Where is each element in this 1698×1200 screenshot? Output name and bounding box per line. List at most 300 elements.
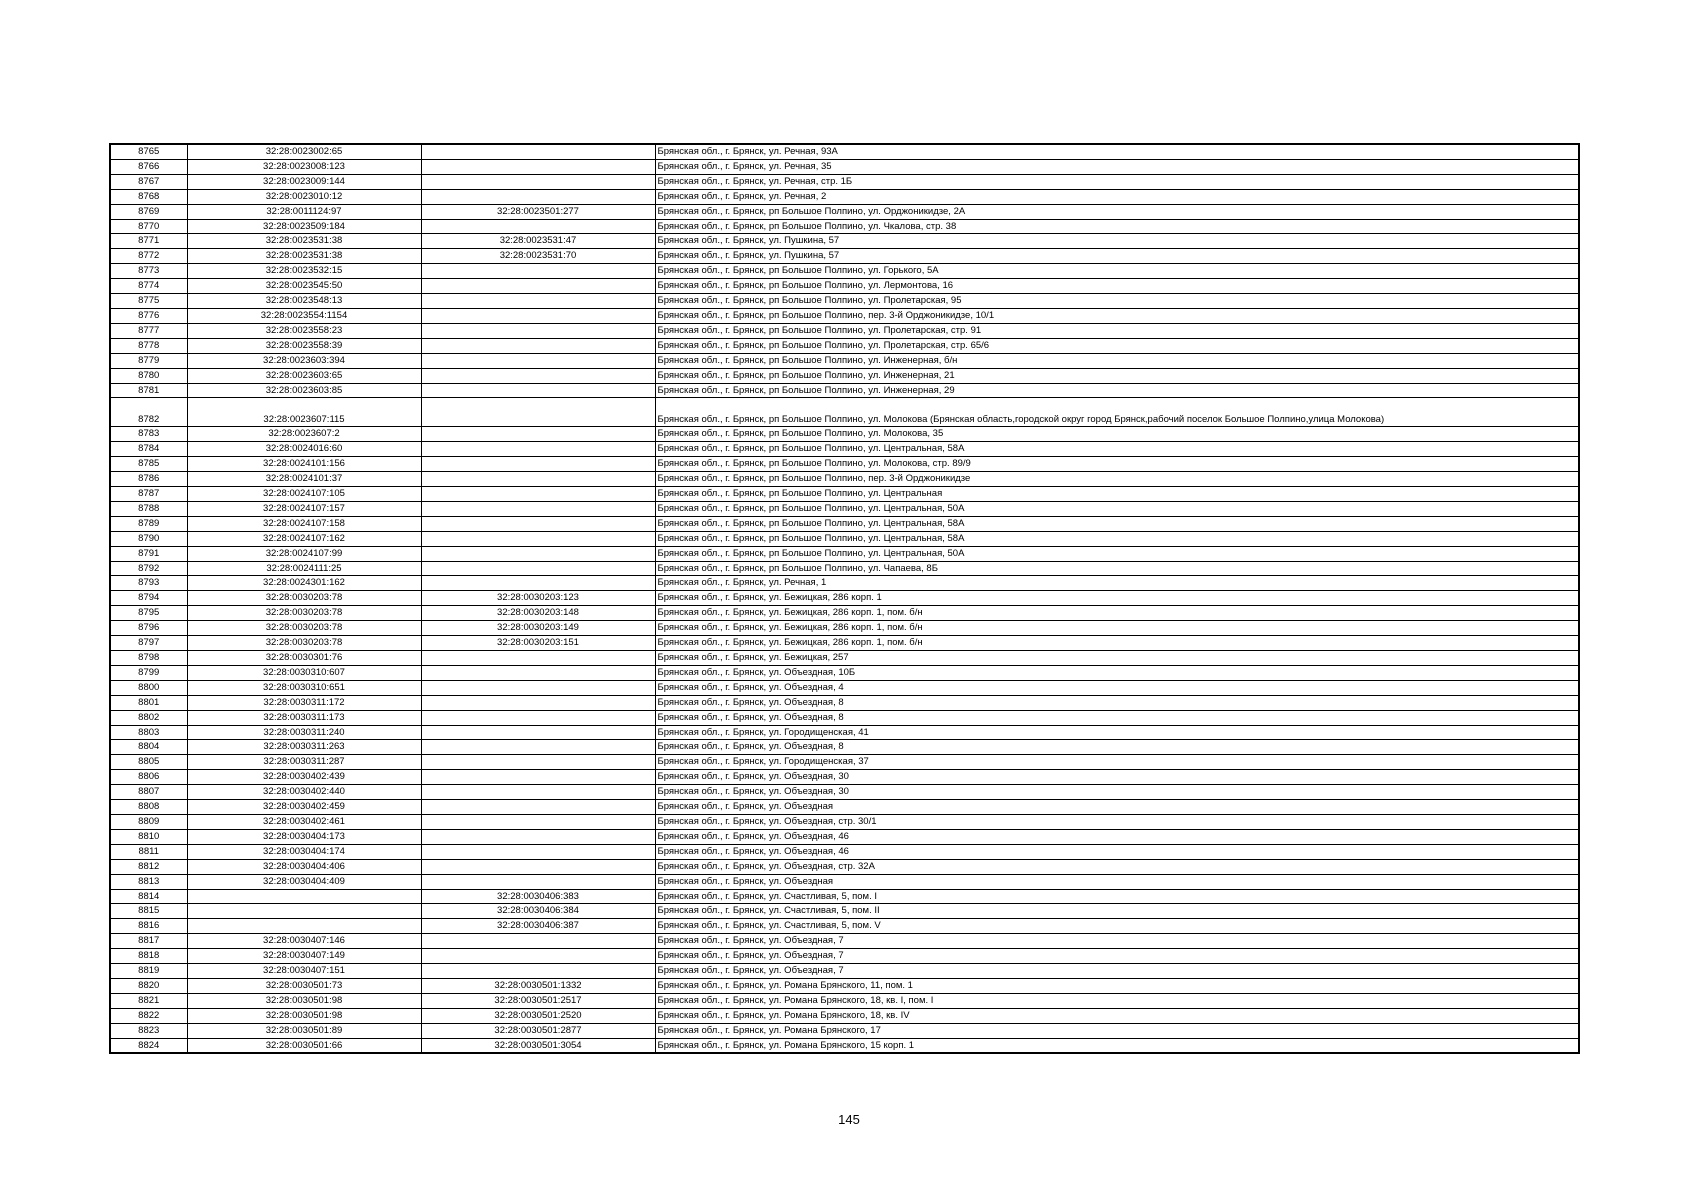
table-row (110, 144, 1579, 159)
cadastral-number-cell: 32:28:0023509:184 (187, 219, 421, 234)
cadastral-number-cell: 32:28:0030311:172 (187, 695, 421, 710)
table-row (110, 651, 1579, 666)
cadastral-number-cell: 32:28:0023607:2 (187, 427, 421, 442)
related-cadastral-number-cell: 32:28:0030406:383 (421, 889, 655, 904)
address-cell: Брянская обл., г. Брянск, ул. Романа Брянского, 18, кв. I, пом. I (655, 993, 1579, 1008)
related-cadastral-number-cell (421, 308, 655, 323)
table-row (110, 1008, 1579, 1023)
row-number-cell: 8772 (110, 249, 187, 264)
address-cell: Брянская обл., г. Брянск, ул. Речная, 35 (655, 159, 1579, 174)
related-cadastral-number-cell (421, 964, 655, 979)
address-cell: Брянская обл., г. Брянск, ул. Объездная, 7 (655, 964, 1579, 979)
address-cell: Брянская обл., г. Брянск, ул. Романа Брянского, 11, пом. 1 (655, 978, 1579, 993)
related-cadastral-number-cell (421, 844, 655, 859)
cadastral-number-cell: 32:28:0030404:173 (187, 829, 421, 844)
related-cadastral-number-cell (421, 665, 655, 680)
row-number-cell: 8788 (110, 501, 187, 516)
related-cadastral-number-cell (421, 442, 655, 457)
related-cadastral-number-cell: 32:28:0030203:148 (421, 606, 655, 621)
row-number-cell: 8824 (110, 1038, 187, 1053)
row-number-cell: 8819 (110, 964, 187, 979)
cadastral-number-cell: 32:28:0024101:37 (187, 472, 421, 487)
cadastral-number-cell: 32:28:0023531:38 (187, 234, 421, 249)
address-cell: Брянская обл., г. Брянск, рп Большое Полпино, ул. Чапаева, 8Б (655, 561, 1579, 576)
cadastral-number-cell: 32:28:0023558:39 (187, 338, 421, 353)
row-number-cell: 8802 (110, 710, 187, 725)
row-number-cell: 8811 (110, 844, 187, 859)
table-row (110, 755, 1579, 770)
related-cadastral-number-cell (421, 814, 655, 829)
address-cell: Брянская обл., г. Брянск, рп Большое Полпино, ул. Центральная, 58А (655, 442, 1579, 457)
address-cell: Брянская обл., г. Брянск, ул. Объездная, 7 (655, 949, 1579, 964)
table-row (110, 472, 1579, 487)
cadastral-number-cell: 32:28:0030310:651 (187, 680, 421, 695)
address-cell: Брянская обл., г. Брянск, ул. Городищенская, 41 (655, 725, 1579, 740)
address-cell: Брянская обл., г. Брянск, рп Большое Полпино, ул. Инженерная, 29 (655, 383, 1579, 398)
address-cell: Брянская обл., г. Брянск, ул. Речная, стр. 1Б (655, 174, 1579, 189)
address-cell: Брянская обл., г. Брянск, ул. Объездная, 8 (655, 695, 1579, 710)
cadastral-number-cell: 32:28:0030311:173 (187, 710, 421, 725)
table-row (110, 665, 1579, 680)
address-cell: Брянская обл., г. Брянск, ул. Речная, 1 (655, 576, 1579, 591)
address-cell: Брянская обл., г. Брянск, рп Большое Полпино, пер. 3-й Орджоникидзе (655, 472, 1579, 487)
table-row (110, 904, 1579, 919)
table-row (110, 740, 1579, 755)
table-row (110, 576, 1579, 591)
table-row (110, 829, 1579, 844)
address-cell: Брянская обл., г. Брянск, ул. Речная, 93А (655, 144, 1579, 159)
cadastral-number-cell: 32:28:0030402:461 (187, 814, 421, 829)
cadastral-number-cell: 32:28:0023607:115 (187, 398, 421, 427)
related-cadastral-number-cell (421, 189, 655, 204)
address-cell: Брянская обл., г. Брянск, ул. Бежицкая, 286 корп. 1, пом. б/н (655, 606, 1579, 621)
row-number-cell: 8774 (110, 279, 187, 294)
row-number-cell: 8801 (110, 695, 187, 710)
row-number-cell: 8765 (110, 144, 187, 159)
row-number-cell: 8800 (110, 680, 187, 695)
row-number-cell: 8792 (110, 561, 187, 576)
address-cell: Брянская обл., г. Брянск, ул. Объездная, 8 (655, 740, 1579, 755)
table-row (110, 889, 1579, 904)
address-cell: Брянская обл., г. Брянск, рп Большое Полпино, ул. Центральная, 50А (655, 546, 1579, 561)
cadastral-number-cell: 32:28:0030501:89 (187, 1023, 421, 1038)
address-cell: Брянская обл., г. Брянск, ул. Объездная, стр. 30/1 (655, 814, 1579, 829)
row-number-cell: 8780 (110, 368, 187, 383)
address-cell: Брянская обл., г. Брянск, рп Большое Полпино, ул. Центральная, 58А (655, 516, 1579, 531)
cadastral-number-cell: 32:28:0023558:23 (187, 323, 421, 338)
row-number-cell: 8768 (110, 189, 187, 204)
related-cadastral-number-cell (421, 859, 655, 874)
address-cell: Брянская обл., г. Брянск, ул. Романа Брянского, 17 (655, 1023, 1579, 1038)
table-row (110, 338, 1579, 353)
table-row (110, 487, 1579, 502)
table-row (110, 785, 1579, 800)
row-number-cell: 8773 (110, 264, 187, 279)
table-row (110, 323, 1579, 338)
table-row (110, 844, 1579, 859)
cadastral-number-cell: 32:28:0030404:406 (187, 859, 421, 874)
row-number-cell: 8781 (110, 383, 187, 398)
row-number-cell: 8815 (110, 904, 187, 919)
related-cadastral-number-cell (421, 531, 655, 546)
related-cadastral-number-cell (421, 829, 655, 844)
address-cell: Брянская обл., г. Брянск, ул. Романа Брянского, 18, кв. IV (655, 1008, 1579, 1023)
cadastral-number-cell: 32:28:0030404:409 (187, 874, 421, 889)
address-cell: Брянская обл., г. Брянск, рп Большое Полпино, ул. Пролетарская, стр. 91 (655, 323, 1579, 338)
row-number-cell: 8797 (110, 636, 187, 651)
related-cadastral-number-cell (421, 383, 655, 398)
table-row (110, 516, 1579, 531)
related-cadastral-number-cell (421, 174, 655, 189)
cadastral-number-cell: 32:28:0024107:158 (187, 516, 421, 531)
cadastral-number-cell: 32:28:0030404:174 (187, 844, 421, 859)
row-number-cell: 8817 (110, 934, 187, 949)
address-cell: Брянская обл., г. Брянск, рп Большое Полпино, ул. Центральная (655, 487, 1579, 502)
address-cell: Брянская обл., г. Брянск, ул. Бежицкая, 257 (655, 651, 1579, 666)
cadastral-number-cell: 32:28:0030203:78 (187, 636, 421, 651)
cadastral-number-cell: 32:28:0030301:76 (187, 651, 421, 666)
cadastral-number-cell: 32:28:0024107:105 (187, 487, 421, 502)
related-cadastral-number-cell (421, 770, 655, 785)
row-number-cell: 8787 (110, 487, 187, 502)
row-number-cell: 8806 (110, 770, 187, 785)
row-number-cell: 8794 (110, 591, 187, 606)
cadastral-number-cell: 32:28:0030311:240 (187, 725, 421, 740)
row-number-cell: 8770 (110, 219, 187, 234)
cadastral-number-cell: 32:28:0024107:99 (187, 546, 421, 561)
table-row (110, 770, 1579, 785)
table-row (110, 249, 1579, 264)
row-number-cell: 8805 (110, 755, 187, 770)
related-cadastral-number-cell (421, 472, 655, 487)
related-cadastral-number-cell (421, 740, 655, 755)
related-cadastral-number-cell: 32:28:0030203:123 (421, 591, 655, 606)
table-row (110, 279, 1579, 294)
related-cadastral-number-cell (421, 800, 655, 815)
cadastral-number-cell: 32:28:0023002:65 (187, 144, 421, 159)
table-row (110, 531, 1579, 546)
related-cadastral-number-cell (421, 755, 655, 770)
row-number-cell: 8786 (110, 472, 187, 487)
cadastral-number-cell: 32:28:0030203:78 (187, 591, 421, 606)
related-cadastral-number-cell (421, 561, 655, 576)
related-cadastral-number-cell (421, 576, 655, 591)
row-number-cell: 8810 (110, 829, 187, 844)
table-row (110, 546, 1579, 561)
row-number-cell: 8771 (110, 234, 187, 249)
table-row (110, 234, 1579, 249)
row-number-cell: 8813 (110, 874, 187, 889)
table-row (110, 800, 1579, 815)
cadastral-number-cell: 32:28:0024111:25 (187, 561, 421, 576)
address-cell: Брянская обл., г. Брянск, ул. Объездная (655, 874, 1579, 889)
address-cell: Брянская обл., г. Брянск, ул. Пушкина, 57 (655, 234, 1579, 249)
related-cadastral-number-cell (421, 398, 655, 427)
table-row (110, 1038, 1579, 1053)
table-row (110, 1023, 1579, 1038)
address-cell: Брянская обл., г. Брянск, ул. Бежицкая, 286 корп. 1, пом. б/н (655, 621, 1579, 636)
address-cell: Брянская обл., г. Брянск, ул. Объездная (655, 800, 1579, 815)
related-cadastral-number-cell (421, 219, 655, 234)
cadastral-number-cell: 32:28:0030501:98 (187, 1008, 421, 1023)
address-cell: Брянская обл., г. Брянск, ул. Объездная, 10Б (655, 665, 1579, 680)
cadastral-number-cell (187, 919, 421, 934)
related-cadastral-number-cell: 32:28:0023531:70 (421, 249, 655, 264)
table-row (110, 949, 1579, 964)
related-cadastral-number-cell (421, 546, 655, 561)
cadastral-number-cell: 32:28:0023603:85 (187, 383, 421, 398)
address-cell: Брянская обл., г. Брянск, ул. Объездная, стр. 32А (655, 859, 1579, 874)
table-row (110, 353, 1579, 368)
address-cell: Брянская обл., г. Брянск, рп Большое Полпино, ул. Орджоникидзе, 2А (655, 204, 1579, 219)
table-row (110, 993, 1579, 1008)
row-number-cell: 8809 (110, 814, 187, 829)
row-number-cell: 8795 (110, 606, 187, 621)
row-number-cell: 8798 (110, 651, 187, 666)
cadastral-number-cell: 32:28:0024107:162 (187, 531, 421, 546)
related-cadastral-number-cell (421, 874, 655, 889)
related-cadastral-number-cell (421, 487, 655, 502)
row-number-cell: 8814 (110, 889, 187, 904)
cadastral-number-cell: 32:28:0030501:98 (187, 993, 421, 1008)
address-cell: Брянская обл., г. Брянск, ул. Счастливая, 5, пом. II (655, 904, 1579, 919)
related-cadastral-number-cell (421, 323, 655, 338)
related-cadastral-number-cell: 32:28:0023501:277 (421, 204, 655, 219)
row-number-cell: 8823 (110, 1023, 187, 1038)
cadastral-number-cell: 32:28:0023009:144 (187, 174, 421, 189)
table-row (110, 398, 1579, 427)
table-row (110, 308, 1579, 323)
cadastral-number-cell: 32:28:0023545:50 (187, 279, 421, 294)
row-number-cell: 8812 (110, 859, 187, 874)
related-cadastral-number-cell (421, 338, 655, 353)
related-cadastral-number-cell (421, 294, 655, 309)
address-cell: Брянская обл., г. Брянск, рп Большое Полпино, ул. Инженерная, 21 (655, 368, 1579, 383)
row-number-cell: 8790 (110, 531, 187, 546)
related-cadastral-number-cell: 32:28:0030203:151 (421, 636, 655, 651)
address-cell: Брянская обл., г. Брянск, ул. Пушкина, 57 (655, 249, 1579, 264)
registry-table (109, 143, 1580, 1054)
cadastral-number-cell: 32:28:0024107:157 (187, 501, 421, 516)
row-number-cell: 8775 (110, 294, 187, 309)
related-cadastral-number-cell: 32:28:0030501:2520 (421, 1008, 655, 1023)
related-cadastral-number-cell (421, 457, 655, 472)
cadastral-number-cell: 32:28:0023010:12 (187, 189, 421, 204)
address-cell: Брянская обл., г. Брянск, ул. Городищенская, 37 (655, 755, 1579, 770)
table-row (110, 561, 1579, 576)
related-cadastral-number-cell (421, 949, 655, 964)
table-row (110, 621, 1579, 636)
table-row (110, 159, 1579, 174)
related-cadastral-number-cell (421, 710, 655, 725)
table-row (110, 636, 1579, 651)
row-number-cell: 8783 (110, 427, 187, 442)
related-cadastral-number-cell (421, 144, 655, 159)
cadastral-number-cell: 32:28:0030501:66 (187, 1038, 421, 1053)
related-cadastral-number-cell: 32:28:0030203:149 (421, 621, 655, 636)
address-cell: Брянская обл., г. Брянск, ул. Объездная, 30 (655, 770, 1579, 785)
address-cell: Брянская обл., г. Брянск, рп Большое Полпино, ул. Горького, 5А (655, 264, 1579, 279)
row-number-cell: 8821 (110, 993, 187, 1008)
row-number-cell: 8803 (110, 725, 187, 740)
related-cadastral-number-cell (421, 501, 655, 516)
table-row (110, 874, 1579, 889)
related-cadastral-number-cell: 32:28:0023531:47 (421, 234, 655, 249)
row-number-cell: 8822 (110, 1008, 187, 1023)
table-row (110, 457, 1579, 472)
table-row (110, 501, 1579, 516)
table-row (110, 859, 1579, 874)
address-cell: Брянская обл., г. Брянск, рп Большое Полпино, ул. Молокова, стр. 89/9 (655, 457, 1579, 472)
address-cell: Брянская обл., г. Брянск, ул. Объездная, 7 (655, 934, 1579, 949)
table-row (110, 710, 1579, 725)
address-cell: Брянская обл., г. Брянск, рп Большое Полпино, ул. Молокова, 35 (655, 427, 1579, 442)
related-cadastral-number-cell (421, 725, 655, 740)
related-cadastral-number-cell (421, 353, 655, 368)
row-number-cell: 8799 (110, 665, 187, 680)
related-cadastral-number-cell (421, 159, 655, 174)
related-cadastral-number-cell: 32:28:0030501:2517 (421, 993, 655, 1008)
cadastral-number-cell: 32:28:0023548:13 (187, 294, 421, 309)
table-row (110, 606, 1579, 621)
table-row (110, 427, 1579, 442)
table-row (110, 919, 1579, 934)
cadastral-number-cell: 32:28:0030407:146 (187, 934, 421, 949)
table-row (110, 725, 1579, 740)
table-row (110, 680, 1579, 695)
address-cell: Брянская обл., г. Брянск, ул. Романа Брянского, 15 корп. 1 (655, 1038, 1579, 1053)
cadastral-number-cell: 32:28:0030311:287 (187, 755, 421, 770)
address-cell: Брянская обл., г. Брянск, рп Большое Полпино, ул. Пролетарская, 95 (655, 294, 1579, 309)
row-number-cell: 8776 (110, 308, 187, 323)
address-cell: Брянская обл., г. Брянск, рп Большое Полпино, пер. 3-й Орджоникидзе, 10/1 (655, 308, 1579, 323)
related-cadastral-number-cell (421, 264, 655, 279)
related-cadastral-number-cell (421, 680, 655, 695)
address-cell: Брянская обл., г. Брянск, рп Большое Полпино, ул. Чкалова, стр. 38 (655, 219, 1579, 234)
registry-table-body (110, 144, 1579, 1053)
address-cell: Брянская обл., г. Брянск, ул. Объездная, 46 (655, 829, 1579, 844)
row-number-cell: 8784 (110, 442, 187, 457)
related-cadastral-number-cell (421, 368, 655, 383)
related-cadastral-number-cell (421, 934, 655, 949)
row-number-cell: 8778 (110, 338, 187, 353)
related-cadastral-number-cell: 32:28:0030406:387 (421, 919, 655, 934)
address-cell: Брянская обл., г. Брянск, ул. Счастливая, 5, пом. V (655, 919, 1579, 934)
cadastral-number-cell: 32:28:0030203:78 (187, 621, 421, 636)
cadastral-number-cell: 32:28:0011124:97 (187, 204, 421, 219)
cadastral-number-cell (187, 889, 421, 904)
cadastral-number-cell: 32:28:0030407:151 (187, 964, 421, 979)
row-number-cell: 8779 (110, 353, 187, 368)
address-cell: Брянская обл., г. Брянск, ул. Объездная, 8 (655, 710, 1579, 725)
row-number-cell: 8767 (110, 174, 187, 189)
table-row (110, 383, 1579, 398)
row-number-cell: 8782 (110, 398, 187, 427)
related-cadastral-number-cell (421, 516, 655, 531)
cadastral-number-cell: 32:28:0030407:149 (187, 949, 421, 964)
related-cadastral-number-cell: 32:28:0030501:1332 (421, 978, 655, 993)
table-row (110, 964, 1579, 979)
cadastral-number-cell: 32:28:0030402:459 (187, 800, 421, 815)
row-number-cell: 8785 (110, 457, 187, 472)
row-number-cell: 8796 (110, 621, 187, 636)
row-number-cell: 8807 (110, 785, 187, 800)
cadastral-number-cell: 32:28:0030310:607 (187, 665, 421, 680)
table-row (110, 264, 1579, 279)
related-cadastral-number-cell (421, 427, 655, 442)
address-cell: Брянская обл., г. Брянск, ул. Объездная, 46 (655, 844, 1579, 859)
cadastral-number-cell: 32:28:0030501:73 (187, 978, 421, 993)
cadastral-number-cell: 32:28:0023554:1154 (187, 308, 421, 323)
related-cadastral-number-cell: 32:28:0030501:2877 (421, 1023, 655, 1038)
table-row (110, 204, 1579, 219)
address-cell: Брянская обл., г. Брянск, рп Большое Полпино, ул. Пролетарская, стр. 65/6 (655, 338, 1579, 353)
row-number-cell: 8818 (110, 949, 187, 964)
table-row (110, 695, 1579, 710)
table-row (110, 442, 1579, 457)
row-number-cell: 8766 (110, 159, 187, 174)
cadastral-number-cell: 32:28:0030402:440 (187, 785, 421, 800)
table-row (110, 814, 1579, 829)
table-row (110, 189, 1579, 204)
table-row (110, 934, 1579, 949)
cadastral-number-cell: 32:28:0023008:123 (187, 159, 421, 174)
related-cadastral-number-cell (421, 279, 655, 294)
table-row (110, 368, 1579, 383)
address-cell: Брянская обл., г. Брянск, ул. Речная, 2 (655, 189, 1579, 204)
table-row (110, 591, 1579, 606)
address-cell: Брянская обл., г. Брянск, ул. Объездная, 4 (655, 680, 1579, 695)
address-cell: Брянская обл., г. Брянск, ул. Объездная, 30 (655, 785, 1579, 800)
address-cell: Брянская обл., г. Брянск, ул. Бежицкая, 286 корп. 1 (655, 591, 1579, 606)
address-cell: Брянская обл., г. Брянск, рп Большое Полпино, ул. Инженерная, б/н (655, 353, 1579, 368)
related-cadastral-number-cell (421, 695, 655, 710)
row-number-cell: 8820 (110, 978, 187, 993)
cadastral-number-cell: 32:28:0023603:65 (187, 368, 421, 383)
related-cadastral-number-cell (421, 651, 655, 666)
related-cadastral-number-cell: 32:28:0030406:384 (421, 904, 655, 919)
address-cell: Брянская обл., г. Брянск, рп Большое Полпино, ул. Центральная, 58А (655, 531, 1579, 546)
cadastral-number-cell: 32:28:0024301:162 (187, 576, 421, 591)
cadastral-number-cell: 32:28:0030402:439 (187, 770, 421, 785)
page-number: 145 (838, 1112, 860, 1127)
cadastral-number-cell: 32:28:0023603:394 (187, 353, 421, 368)
row-number-cell: 8804 (110, 740, 187, 755)
row-number-cell: 8816 (110, 919, 187, 934)
cadastral-number-cell (187, 904, 421, 919)
address-cell: Брянская обл., г. Брянск, ул. Бежицкая, 286 корп. 1, пом. б/н (655, 636, 1579, 651)
address-cell: Брянская обл., г. Брянск, рп Большое Полпино, ул. Лермонтова, 16 (655, 279, 1579, 294)
table-row (110, 219, 1579, 234)
row-number-cell: 8769 (110, 204, 187, 219)
table-row (110, 978, 1579, 993)
cadastral-number-cell: 32:28:0024016:60 (187, 442, 421, 457)
cadastral-number-cell: 32:28:0030203:78 (187, 606, 421, 621)
cadastral-number-cell: 32:28:0023531:38 (187, 249, 421, 264)
address-cell: Брянская обл., г. Брянск, рп Большое Полпино, ул. Молокова (Брянская область,городской округ город Брянск,рабочий поселок Большое Полпино,улица Молокова) (655, 398, 1579, 427)
related-cadastral-number-cell: 32:28:0030501:3054 (421, 1038, 655, 1053)
row-number-cell: 8777 (110, 323, 187, 338)
cadastral-number-cell: 32:28:0030311:263 (187, 740, 421, 755)
table-row (110, 294, 1579, 309)
address-cell: Брянская обл., г. Брянск, рп Большое Полпино, ул. Центральная, 50А (655, 501, 1579, 516)
row-number-cell: 8793 (110, 576, 187, 591)
related-cadastral-number-cell (421, 785, 655, 800)
row-number-cell: 8791 (110, 546, 187, 561)
row-number-cell: 8808 (110, 800, 187, 815)
cadastral-number-cell: 32:28:0023532:15 (187, 264, 421, 279)
table-row (110, 174, 1579, 189)
